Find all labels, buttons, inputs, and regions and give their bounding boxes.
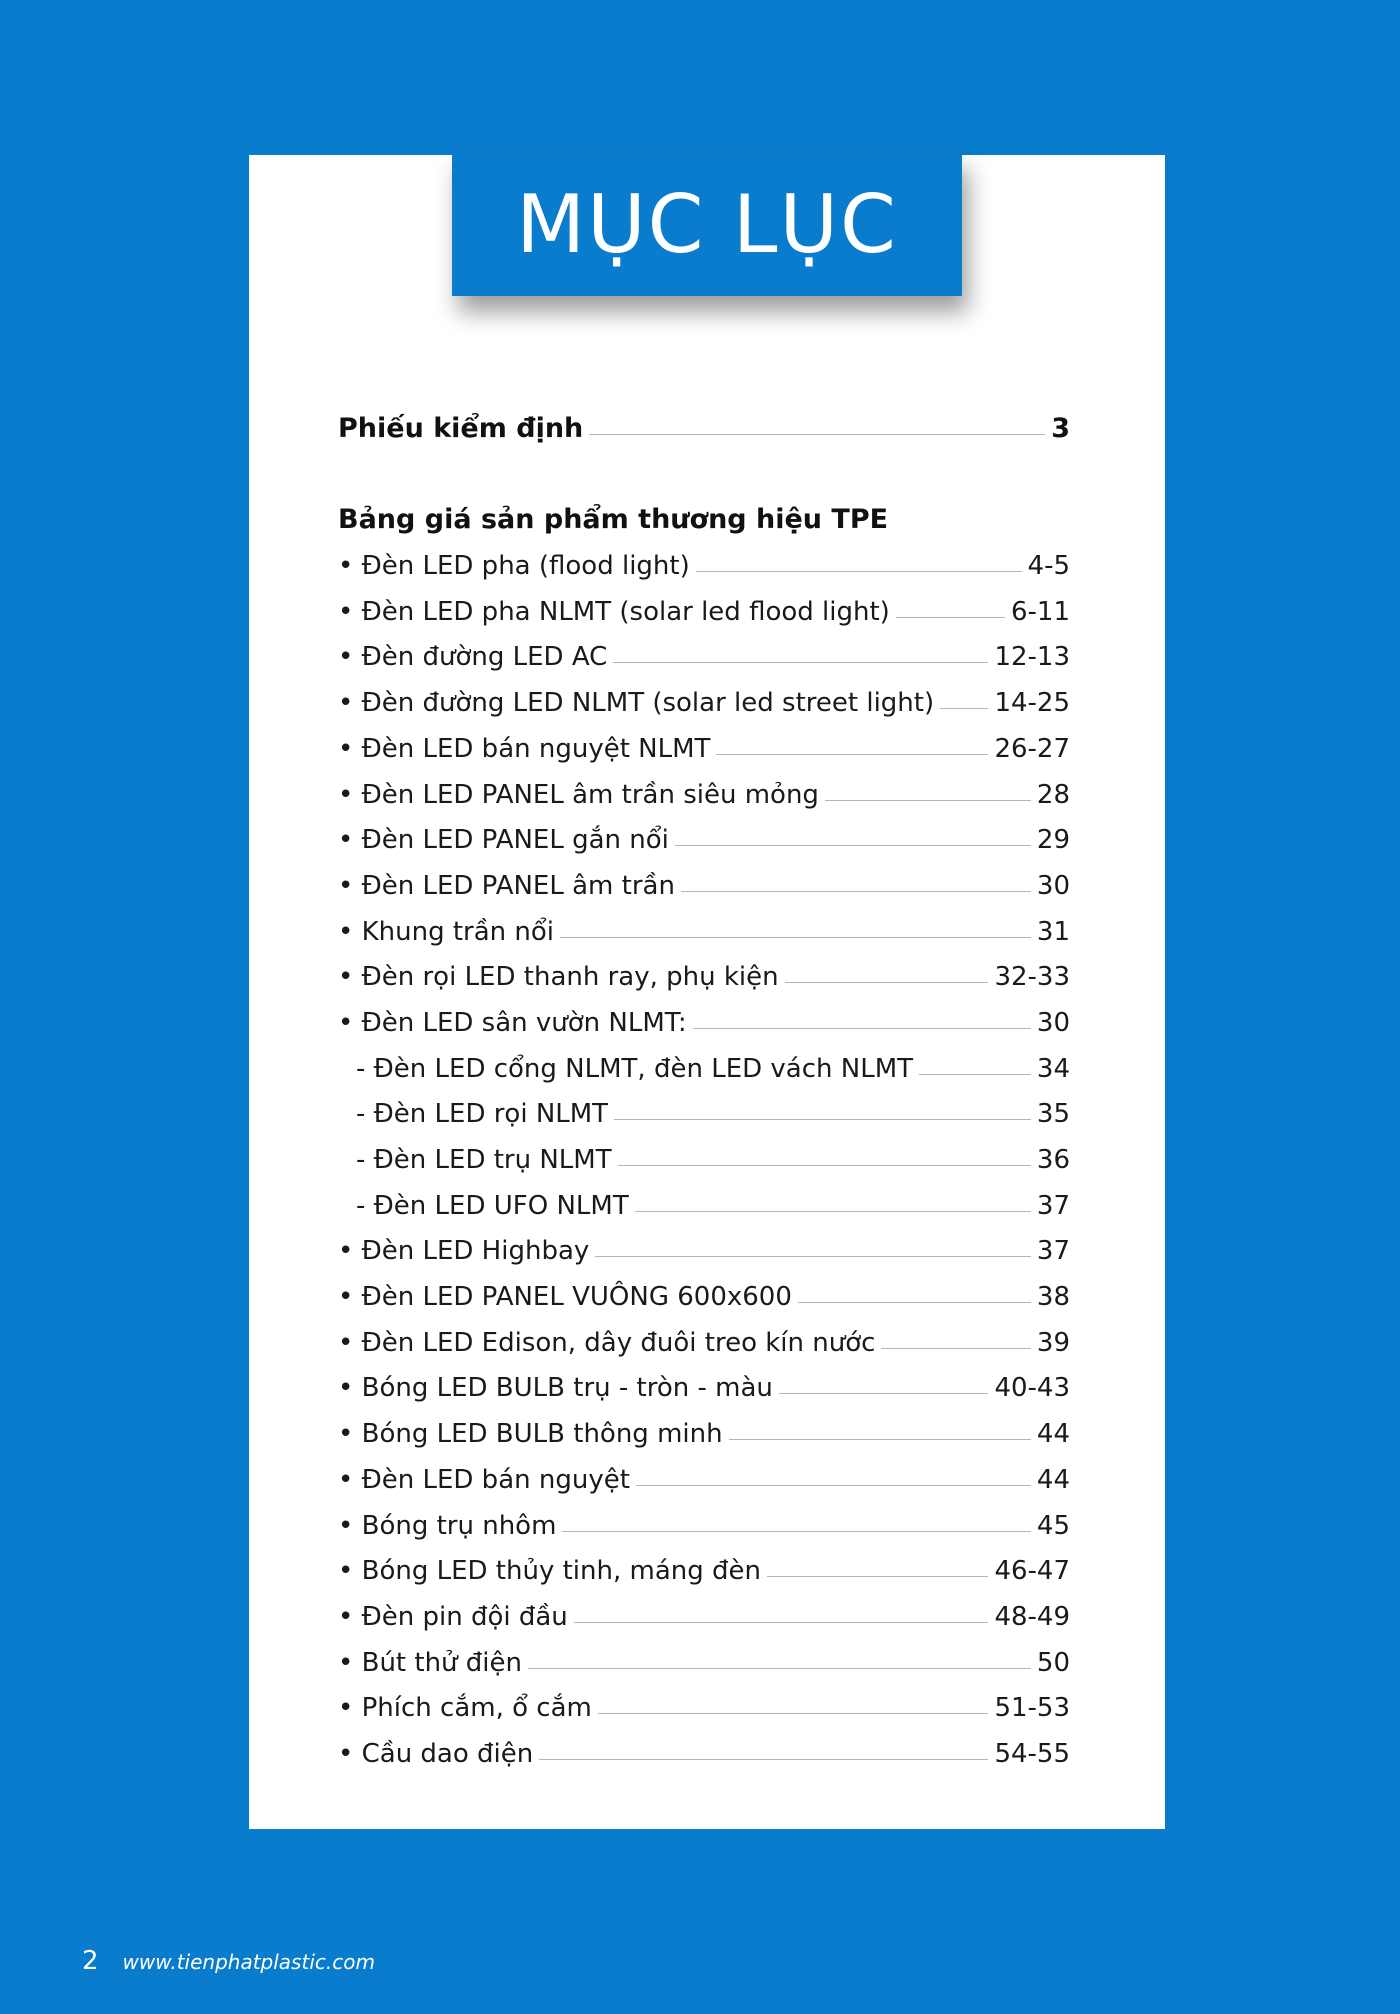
leader-line <box>613 662 988 663</box>
toc-entry-page: 44 <box>1036 1419 1070 1450</box>
toc-entry-label: • Bút thử điện <box>338 1647 522 1678</box>
toc-subentry[interactable] <box>338 1129 1070 1175</box>
toc-entry-label: • Đèn LED pha NLMT (solar led flood light) <box>338 596 890 627</box>
toc-entry-page: 12-13 <box>994 642 1070 673</box>
toc-entry[interactable] <box>338 672 1070 718</box>
toc-entry-page: 46-47 <box>994 1556 1070 1587</box>
toc-entry-page: 54-55 <box>994 1738 1070 1769</box>
website-link[interactable]: www.tienphatplastic.com <box>122 1950 375 1974</box>
toc-entry-page: 32-33 <box>994 962 1070 993</box>
toc-entry[interactable] <box>338 1221 1070 1267</box>
toc-entry-label: - Đèn LED trụ NLMT <box>356 1145 612 1175</box>
toc-entry-label: • Đèn LED Edison, dây đuôi treo kín nước <box>338 1327 876 1358</box>
toc-entry-label: • Đèn LED PANEL gắn nổi <box>338 825 669 856</box>
toc-entry[interactable] <box>338 1403 1070 1449</box>
toc-entry[interactable] <box>338 1678 1070 1724</box>
leader-line <box>562 1531 1030 1532</box>
toc-entry-label: • Khung trần nổi <box>338 916 555 947</box>
toc-entry-page: 45 <box>1036 1510 1070 1541</box>
toc-entry-label: • Đèn LED Highbay <box>338 1236 590 1267</box>
leader-line <box>785 982 989 983</box>
toc-entry-page: 30 <box>1036 870 1070 901</box>
toc-entry[interactable] <box>338 1495 1070 1541</box>
toc-entry[interactable] <box>338 627 1070 673</box>
section-heading: Bảng giá sản phẩm thương hiệu TPE <box>338 504 889 536</box>
toc-entry-label: - Đèn LED cổng NLMT, đèn LED vách NLMT <box>356 1053 914 1084</box>
leader-line <box>636 1485 1031 1486</box>
toc-entry-label: • Bóng LED BULB trụ - tròn - màu <box>338 1373 773 1404</box>
toc-entry-label: Phiếu kiểm định <box>338 412 584 444</box>
leader-line <box>798 1302 1031 1303</box>
toc-entry-page: 31 <box>1036 916 1070 947</box>
toc-entry-label: • Bóng LED thủy tinh, máng đèn <box>338 1556 761 1587</box>
leader-line <box>696 571 1022 572</box>
toc-entry[interactable] <box>338 855 1070 901</box>
toc-entry-page: 44 <box>1036 1464 1070 1495</box>
toc-entry-label: • Đèn LED pha (flood light) <box>338 551 690 582</box>
toc-entry[interactable] <box>338 1723 1070 1769</box>
leader-line <box>693 1028 1031 1029</box>
toc-entry-label: • Đèn đường LED AC <box>338 642 608 673</box>
leader-line <box>528 1668 1031 1669</box>
toc-entry-label: - Đèn LED rọi NLMT <box>356 1099 609 1130</box>
page-title: MỤC LỤC <box>516 178 898 271</box>
leader-line <box>767 1576 988 1577</box>
toc-entry-page: 50 <box>1036 1647 1070 1678</box>
toc-entry[interactable] <box>338 810 1070 856</box>
toc-entry-label: - Đèn LED UFO NLMT <box>356 1190 629 1221</box>
leader-line <box>825 800 1031 801</box>
toc-entry-page: 4-5 <box>1027 551 1070 582</box>
toc-entry-label: • Cầu dao điện <box>338 1738 534 1769</box>
leader-line <box>675 845 1031 846</box>
toc-entry-label: • Bóng LED BULB thông minh <box>338 1419 723 1450</box>
leader-line <box>635 1211 1031 1212</box>
toc-entry-page: 29 <box>1036 825 1070 856</box>
toc-entry[interactable] <box>338 1632 1070 1678</box>
leader-line <box>940 708 988 709</box>
toc-entry-page: 28 <box>1036 779 1070 810</box>
toc-entry[interactable] <box>338 1358 1070 1404</box>
toc-entry-page: 30 <box>1036 1007 1070 1038</box>
toc-entry-page: 36 <box>1036 1145 1070 1175</box>
toc-entry-label: • Đèn đường LED NLMT (solar led street light) <box>338 688 935 719</box>
toc-entry-label: • Đèn LED PANEL âm trần <box>338 870 675 901</box>
toc-entry-label: • Phích cắm, ổ cắm <box>338 1693 592 1724</box>
toc-entry-page: 35 <box>1036 1099 1070 1130</box>
toc-subentry[interactable] <box>338 1175 1070 1221</box>
leader-line <box>716 754 988 755</box>
toc-entry-page: 51-53 <box>994 1693 1070 1724</box>
toc-entry-page: 39 <box>1036 1327 1070 1358</box>
leader-line <box>574 1622 989 1623</box>
leader-line <box>618 1165 1031 1166</box>
page-number: 2 <box>82 1946 99 1976</box>
leader-line <box>539 1759 988 1760</box>
leader-line <box>881 1348 1030 1349</box>
toc-entry-page: 6-11 <box>1010 596 1070 627</box>
toc-entry-label: • Đèn LED PANEL âm trần siêu mỏng <box>338 779 819 810</box>
toc-entry-label: • Đèn LED bán nguyệt <box>338 1464 630 1495</box>
toc-entry-label: • Đèn LED PANEL VUÔNG 600x600 <box>338 1282 792 1313</box>
toc-entry-page: 3 <box>1051 412 1070 444</box>
title-banner <box>452 153 962 296</box>
toc-entry-page: 40-43 <box>994 1373 1070 1404</box>
toc-entry[interactable] <box>338 1266 1070 1312</box>
toc-entry-label: • Đèn pin đội đầu <box>338 1601 568 1632</box>
toc-entry[interactable] <box>338 1541 1070 1587</box>
leader-line <box>681 891 1031 892</box>
leader-line <box>598 1713 989 1714</box>
toc-entry-page: 48-49 <box>994 1601 1070 1632</box>
toc-subentry[interactable] <box>338 1038 1070 1084</box>
toc-entry-label: • Đèn LED bán nguyệt NLMT <box>338 733 711 764</box>
toc-entry-label: • Đèn LED sân vườn NLMT: <box>338 1007 687 1038</box>
leader-line <box>589 434 1045 435</box>
toc-entry[interactable] <box>338 1586 1070 1632</box>
toc-entry[interactable] <box>338 535 1070 581</box>
toc-entry[interactable] <box>338 901 1070 947</box>
toc-entry-page: 34 <box>1036 1053 1070 1084</box>
leader-line <box>614 1119 1031 1120</box>
toc-entry-intro[interactable] <box>338 398 1070 444</box>
toc-entry[interactable] <box>338 1449 1070 1495</box>
toc-entry[interactable] <box>338 581 1070 627</box>
toc-entry[interactable] <box>338 718 1070 764</box>
leader-line <box>896 617 1005 618</box>
toc-entry[interactable] <box>338 764 1070 810</box>
leader-line <box>595 1256 1031 1257</box>
leader-line <box>560 937 1031 938</box>
leader-line <box>919 1074 1031 1075</box>
toc-entry-page: 37 <box>1036 1236 1070 1267</box>
toc-entry[interactable] <box>338 992 1070 1038</box>
leader-line <box>729 1439 1031 1440</box>
toc-entry-page: 14-25 <box>994 688 1070 719</box>
toc-entry[interactable] <box>338 1312 1070 1358</box>
toc-entry-label: • Bóng trụ nhôm <box>338 1510 557 1541</box>
toc-entry-label: • Đèn rọi LED thanh ray, phụ kiện <box>338 962 779 993</box>
table-of-contents <box>338 398 1070 1769</box>
toc-entry[interactable] <box>338 947 1070 993</box>
toc-entry-page: 26-27 <box>994 733 1070 764</box>
toc-entry-page: 38 <box>1036 1282 1070 1313</box>
leader-line <box>779 1393 989 1394</box>
page-footer <box>82 1946 375 1976</box>
toc-subentry[interactable] <box>338 1084 1070 1130</box>
toc-entry-page: 37 <box>1036 1190 1070 1221</box>
